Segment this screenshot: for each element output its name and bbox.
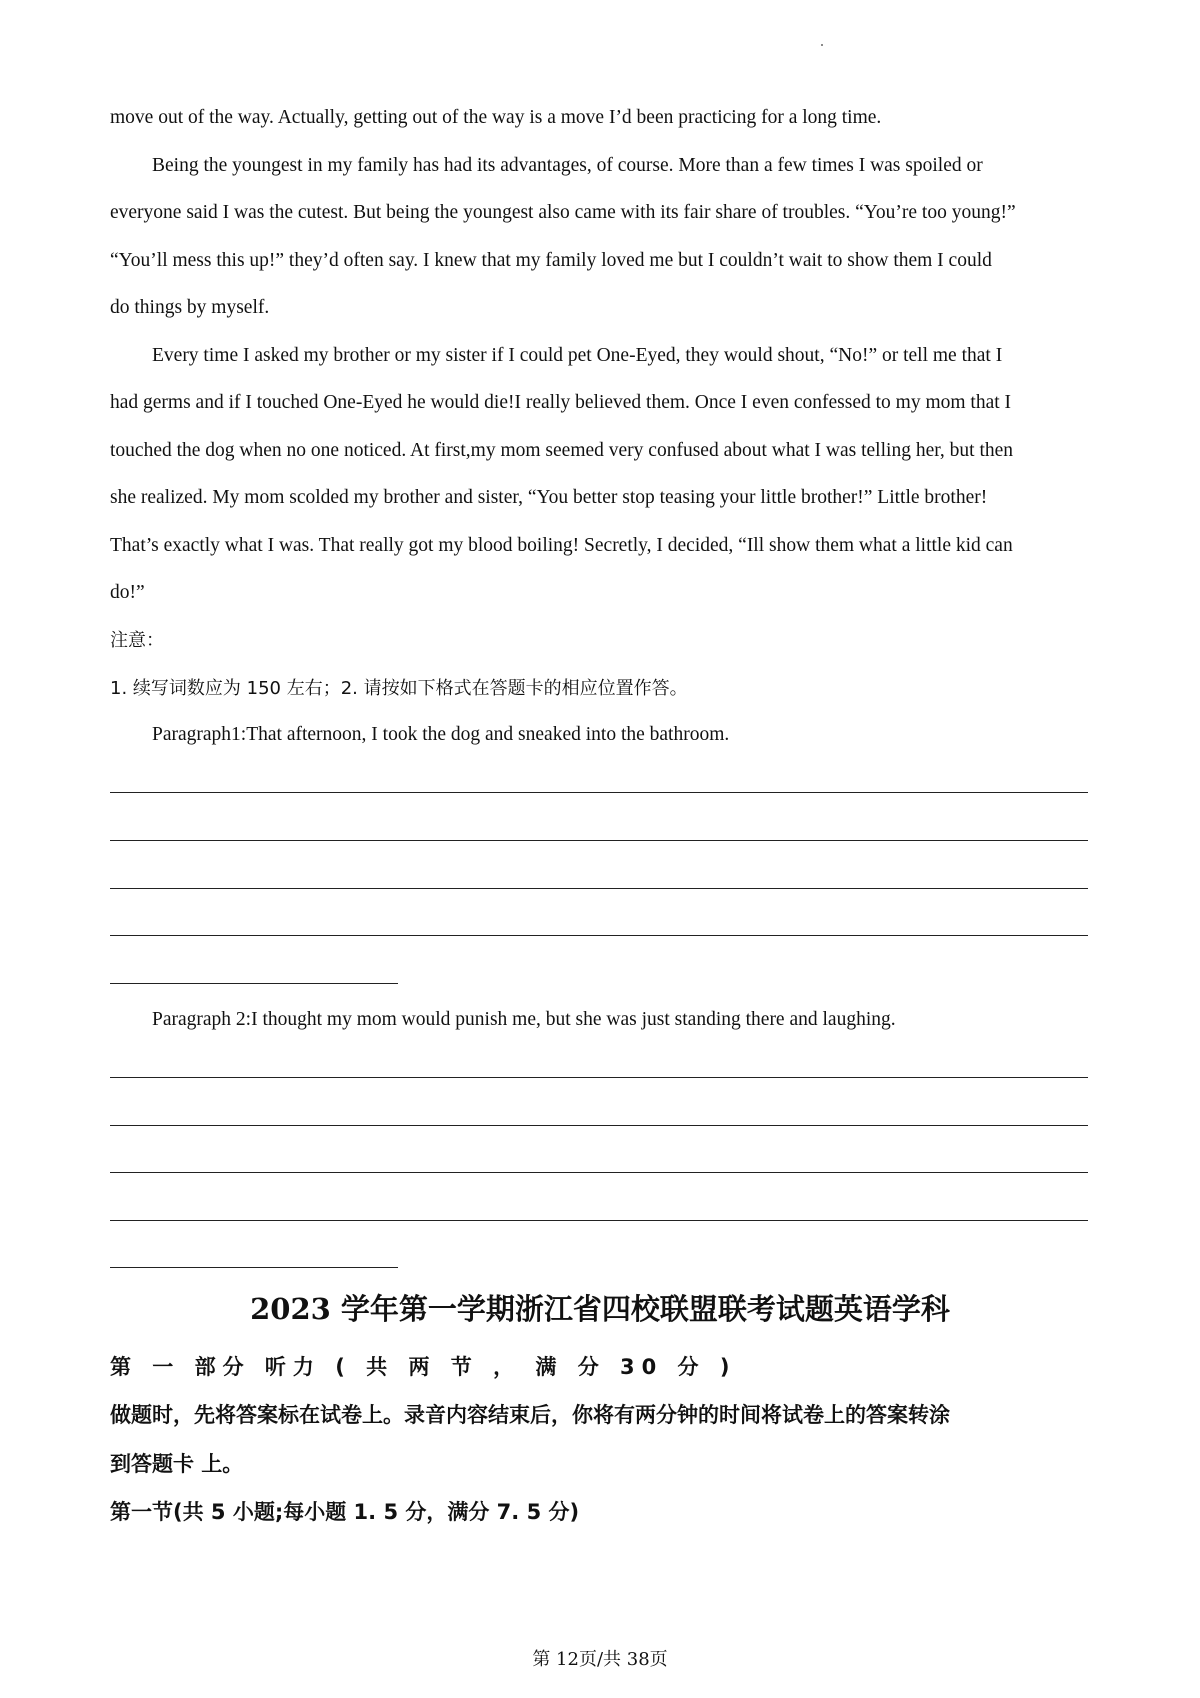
answer-line (110, 935, 1088, 936)
section1-heading: 第一节(共 5 小题;每小题 1. 5 分，满分 7. 5 分) (110, 1500, 580, 1524)
passage-line: everyone said I was the cutest. But being the youngest also came with its fair share of troubles. “You’re too young!” (110, 202, 1016, 223)
notes-item: 1. 续写词数应为 150 左右；2. 请按如下格式在答题卡的相应位置作答。 (110, 678, 688, 699)
passage-line: do things by myself. (110, 297, 270, 318)
exam-title: 2023 学年第一学期浙江省四校联盟联考试题英语学科 (250, 1292, 950, 1326)
answer-line (110, 1172, 1088, 1173)
answer-line (110, 840, 1088, 841)
scan-dot (821, 44, 823, 46)
paragraph2-prompt: Paragraph 2:I thought my mom would punish me, but she was just standing there and laughing. (152, 1009, 896, 1030)
notes-heading: 注意： (110, 630, 164, 651)
passage-line: do!” (110, 582, 145, 603)
answer-line-short (110, 983, 398, 984)
answer-line (110, 792, 1088, 793)
answer-line (110, 1220, 1088, 1221)
answer-line (110, 888, 1088, 889)
passage-line: she realized. My mom scolded my brother and sister, “You better stop teasing your little brother!” Little brother! (110, 487, 988, 508)
passage-line: Every time I asked my brother or my sister if I could pet One-Eyed, they would shout, “No!” or tell me that I (152, 345, 1003, 366)
answer-line (110, 1077, 1088, 1078)
passage-line: had germs and if I touched One-Eyed he would die!I really believed them. Once I even confessed to my mom that I (110, 392, 1012, 413)
part1-heading: 第 一 部分 听力 ( 共 两 节 ， 满 分 30 分 ) (110, 1355, 737, 1379)
instructions-line: 做题时，先将答案标在试卷上。录音内容结束后，你将有两分钟的时间将试卷上的答案转涂 (110, 1403, 950, 1427)
answer-line (110, 1125, 1088, 1126)
passage-line: That’s exactly what I was. That really got my blood boiling! Secretly, I decided, “Ill show them what a little kid can (110, 535, 1013, 556)
answer-line-short (110, 1267, 398, 1268)
passage-line: Being the youngest in my family has had its advantages, of course. More than a few times I was spoiled or (152, 155, 983, 176)
instructions-line: 到答题卡 上。 (110, 1452, 244, 1476)
passage-line: “You’ll mess this up!” they’d often say. I knew that my family loved me but I couldn’t wait to show them I could (110, 250, 992, 271)
passage-line: touched the dog when no one noticed. At first,my mom seemed very confused about what I was telling her, but then (110, 440, 1014, 461)
paragraph1-prompt: Paragraph1:That afternoon, I took the dog and sneaked into the bathroom. (152, 724, 730, 745)
passage-line: move out of the way. Actually, getting out of the way is a move I’d been practicing for a long time. (110, 107, 882, 128)
page-number: 第 12页/共 38页 (532, 1649, 668, 1670)
